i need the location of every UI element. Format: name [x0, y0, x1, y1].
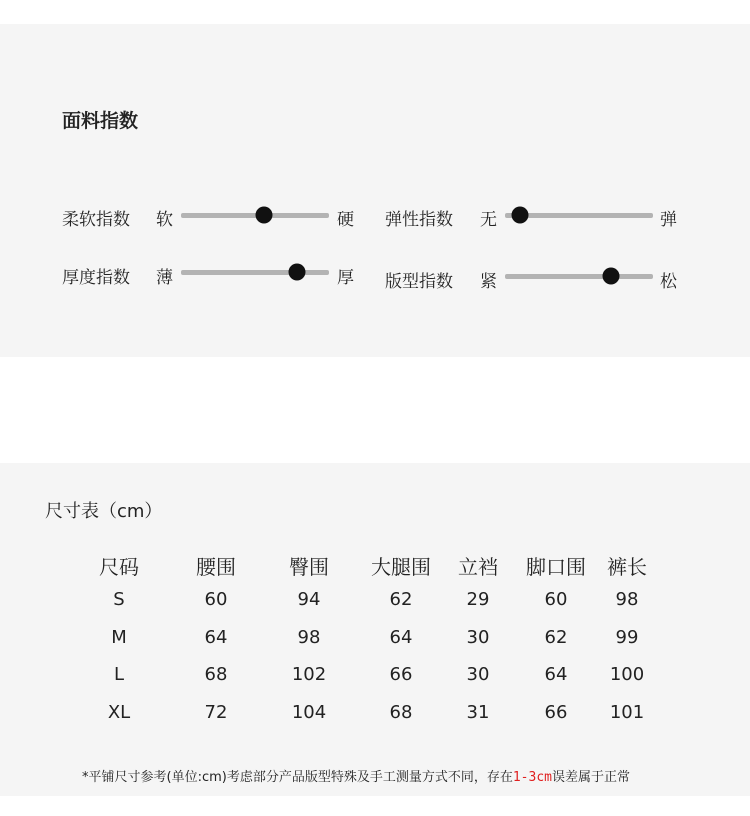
- cell-hem: 60: [544, 589, 568, 610]
- fabric-index-panel: [0, 24, 750, 357]
- cell-thigh: 68: [389, 702, 413, 723]
- elasticity-right-label: 弹: [660, 210, 677, 230]
- cell-hip: 104: [291, 702, 327, 723]
- softness-left-label: 软: [156, 210, 173, 230]
- cell-size: M: [111, 627, 127, 648]
- header-hem: 脚口围: [526, 555, 586, 579]
- softness-index-label: 柔软指数: [62, 210, 130, 230]
- cell-rise: 30: [466, 627, 490, 648]
- cell-waist: 60: [204, 589, 228, 610]
- header-size: 尺码: [99, 555, 139, 579]
- thickness-right-label: 厚: [337, 268, 354, 288]
- fit-slider-knob: [602, 268, 619, 285]
- fit-left-label: 紧: [480, 272, 497, 292]
- cell-rise: 29: [466, 589, 490, 610]
- fit-index-label: 版型指数: [385, 272, 453, 292]
- cell-hip: 102: [291, 664, 327, 685]
- thickness-left-label: 薄: [156, 268, 173, 288]
- cell-rise: 31: [466, 702, 490, 723]
- header-hip: 臀围: [289, 555, 329, 579]
- cell-thigh: 62: [389, 589, 413, 610]
- footnote-highlight: 1-3cm: [512, 770, 552, 785]
- footnote-text-end: 误差属于正常: [551, 770, 630, 785]
- header-waist: 腰围: [196, 555, 236, 579]
- softness-right-label: 硬: [337, 210, 354, 230]
- elasticity-left-label: 无: [480, 210, 497, 230]
- cell-length: 101: [609, 702, 645, 723]
- fit-slider-track: [505, 274, 653, 279]
- cell-waist: 64: [204, 627, 228, 648]
- thickness-slider-track: [181, 270, 329, 275]
- cell-length: 100: [609, 664, 645, 685]
- cell-size: L: [113, 664, 125, 685]
- size-footnote: [82, 766, 630, 785]
- header-length: 裤长: [607, 555, 647, 579]
- softness-slider-knob: [256, 207, 273, 224]
- cell-size: S: [113, 589, 125, 610]
- cell-hem: 64: [544, 664, 568, 685]
- fit-right-label: 松: [660, 272, 677, 292]
- cell-length: 98: [615, 589, 639, 610]
- size-table-title: 尺寸表（cm）: [45, 501, 163, 522]
- cell-hem: 66: [544, 702, 568, 723]
- cell-thigh: 64: [389, 627, 413, 648]
- thickness-index-label: 厚度指数: [62, 268, 130, 288]
- elasticity-slider-knob: [511, 207, 528, 224]
- cell-thigh: 66: [389, 664, 413, 685]
- cell-hem: 62: [544, 627, 568, 648]
- thickness-slider-knob: [289, 264, 306, 281]
- cell-hip: 94: [297, 589, 321, 610]
- fabric-index-title: 面料指数: [62, 110, 139, 132]
- footnote-text: *平铺尺寸参考(单位:cm)考虑部分产品版型特殊及手工测量方式不同，存在: [82, 770, 513, 785]
- cell-waist: 72: [204, 702, 228, 723]
- cell-size: XL: [107, 702, 131, 723]
- cell-hip: 98: [297, 627, 321, 648]
- elasticity-index-label: 弹性指数: [385, 210, 453, 230]
- cell-length: 99: [615, 627, 639, 648]
- cell-waist: 68: [204, 664, 228, 685]
- header-rise: 立裆: [458, 555, 498, 579]
- header-thigh: 大腿围: [371, 555, 431, 579]
- cell-rise: 30: [466, 664, 490, 685]
